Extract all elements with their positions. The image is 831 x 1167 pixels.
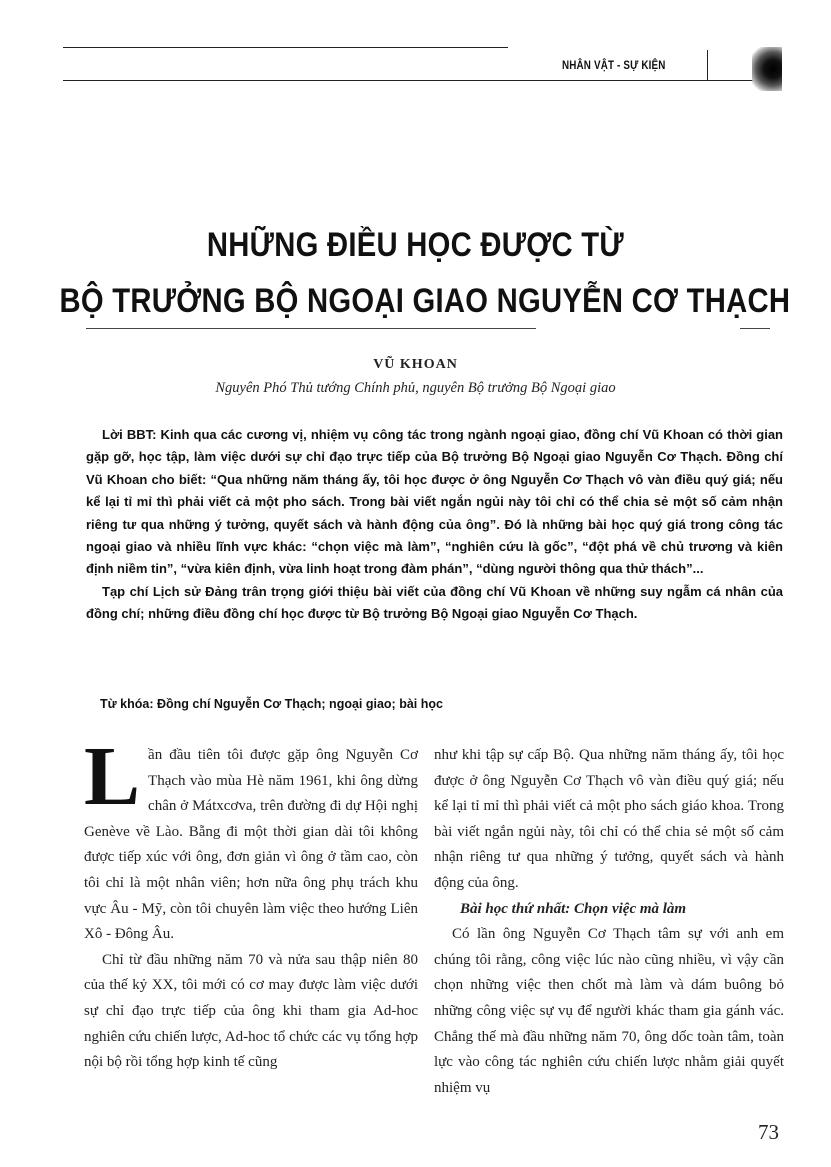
title-underline-left bbox=[86, 328, 536, 329]
header-top-rule bbox=[63, 47, 508, 48]
article-title-line-2 bbox=[0, 282, 831, 321]
section-subheading: Bài học thứ nhất: Chọn việc mà làm bbox=[460, 900, 687, 917]
editor-note-paragraph-1: Lời BBT: Kinh qua các cương vị, nhiệm vụ công tác trong ngành ngoại giao, đồng chí Vũ Khoan có thời gian gặp gỡ, học tập, làm việc dưới sự chỉ đạo trực tiếp của Bộ trưởng Bộ Ngoại giao Nguyễn Cơ Thạch. Đồng chí Vũ Khoan cho biết: “Qua những năm tháng ấy, tôi học được ở ông Nguyễn Cơ Thạch vô vàn điều quý giá; nếu kể lại tỉ mỉ thì phải viết cả một pho sách. Trong bài viết ngắn ngủi này tôi chỉ có thể chia sẻ một số cảm nhận riêng tư qua những ý tưởng, quyết sách và hành động của ông”. Đó là những bài học quý giá trong công tác ngoại giao và nhiều lĩnh vực khác: “chọn việc mà làm”, “nghiên cứu là gốc”, “đột phá về chủ trương và kiên định niềm tin”, “vừa kiên định, vừa linh hoạt trong đàm phán”, “dùng người thông qua thử thách”... bbox=[86, 427, 783, 577]
article-title-line-1 bbox=[0, 226, 831, 265]
corner-decoration bbox=[752, 47, 782, 91]
body-column-left bbox=[84, 730, 418, 1076]
header-bottom-rule bbox=[63, 80, 753, 81]
author-name: VŨ KHOAN bbox=[373, 357, 458, 372]
keywords: Từ khóa: Đồng chí Nguyễn Cơ Thạch; ngoại giao; bài học bbox=[100, 697, 443, 711]
body-paragraph: Chỉ từ đầu những năm 70 và nửa sau thập niên 80 của thế kỷ XX, tôi mới có cơ may được làm việc dưới sự chỉ đạo trực tiếp của ông khi tham gia Ad-hoc nghiên cứu chiến lược, Ad-hoc tổ chức các vụ tổng hợp nội bộ rồi tổng hợp kinh tế cũng bbox=[84, 951, 418, 1071]
drop-cap: L bbox=[84, 730, 141, 823]
body-paragraph: như khi tập sự cấp Bộ. Qua những năm tháng ấy, tôi học được ở ông Nguyễn Cơ Thạch vô vàn điều quý giá; nếu kể lại tỉ mỉ thì phải viết cả một pho sách giáo khoa. Trong bài viết ngắn ngủi này, tôi chỉ có thể chia sẻ một số cảm nhận riêng tư qua những ý tưởng, quyết sách và hành động của ông. bbox=[434, 747, 784, 891]
page-number: 73 bbox=[758, 1120, 779, 1144]
body-paragraph-text: ần đầu tiên tôi được gặp ông Nguyễn Cơ Thạch vào mùa Hè năm 1961, khi ông dừng chân ở Mátxcơva, trên đường đi dự Hội nghị Genève về Lào. Bẵng đi một thời gian dài tôi không được tiếp xúc với ông, đơn giản vì ông ở tầm cao, còn tôi chỉ là một nhân viên; hơn nữa ông phụ trách khu vực Âu - Mỹ, còn tôi chuyên làm việc theo hướng Liên Xô - Đông Âu. bbox=[84, 747, 418, 943]
body-paragraph: Có lần ông Nguyễn Cơ Thạch tâm sự với anh em chúng tôi rằng, công việc lúc nào cũng nhiều, vì vậy cần chọn những việc then chốt mà làm và dám buông bỏ những công việc sự vụ để người khác tham gia gánh vác. Chẳng thế mà đầu những năm 70, ông dốc toàn tâm, toàn lực vào công tác nghiên cứu chiến lược nhằm giải quyết nhiệm vụ bbox=[434, 926, 784, 1096]
title-underline-right bbox=[740, 328, 770, 329]
title-line-2-text: BỘ TRƯỞNG BỘ NGOẠI GIAO NGUYỄN CƠ THẠCH bbox=[59, 282, 791, 320]
author-role: Nguyên Phó Thủ tướng Chính phủ, nguyên Bộ trưởng Bộ Ngoại giao bbox=[215, 380, 616, 396]
section-label: NHÂN VẬT - SỰ KIỆN bbox=[562, 58, 666, 72]
header-divider bbox=[707, 50, 708, 80]
body-column-right bbox=[434, 743, 784, 1101]
editor-note-paragraph-2: Tạp chí Lịch sử Đảng trân trọng giới thiệu bài viết của đồng chí Vũ Khoan về những suy ngẫm cá nhân của đồng chí; những điều đồng chí học được từ Bộ trưởng Bộ Ngoại giao Nguyễn Cơ Thạch. bbox=[86, 583, 783, 622]
body-paragraph bbox=[84, 730, 418, 948]
title-line-1-text: NHỮNG ĐIỀU HỌC ĐƯỢC TỪ bbox=[207, 226, 624, 264]
editor-note bbox=[86, 424, 783, 626]
